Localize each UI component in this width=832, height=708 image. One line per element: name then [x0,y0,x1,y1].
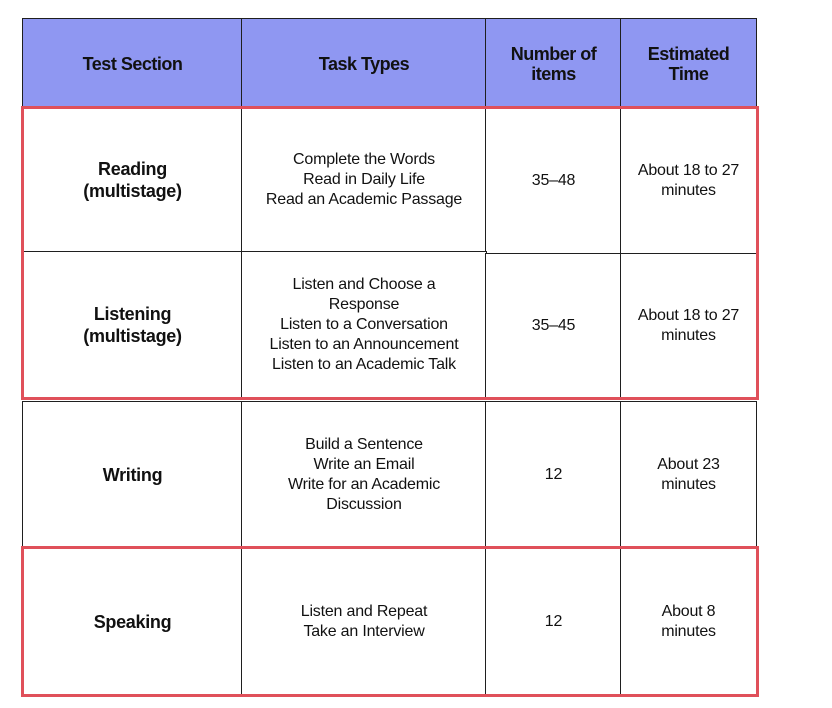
row-writing-tasks [241,401,487,548]
estimated-time-line: minutes [661,475,716,493]
item-count: 12 [544,465,563,483]
task-type: Listen to an Academic Talk [272,356,456,373]
item-count: 12 [544,612,563,630]
task-type: Listen and Repeat [300,602,428,620]
row-listening-section [22,251,243,399]
estimated-time-line: About 18 to 27 [637,162,740,179]
section-name-line: Listening [93,304,172,324]
header-items-line: Number of [510,43,597,64]
section-name-line: Speaking [93,611,172,632]
header-test-section-label: Test Section [82,53,183,74]
task-type: Read an Academic Passage [265,191,463,208]
estimated-time-line: About 23 [657,455,720,473]
task-type: Take an Interview [303,622,425,640]
section-name-line: Writing [102,464,163,485]
task-type: Listen to an Announcement [269,336,459,353]
task-type: Discussion [326,495,402,513]
estimated-time-line: minutes [661,182,716,199]
row-reading-items [485,107,622,255]
header-time-line: Time [668,63,709,84]
section-name-line: (multistage) [83,326,182,346]
estimated-time-line: About 18 to 27 [637,307,740,324]
row-speaking-items [485,548,622,695]
task-type: Listen and Choose a [292,276,436,293]
header-test-section [22,18,243,109]
task-type: Listen to a Conversation [280,316,448,333]
estimated-time-line: About 8 [661,602,716,620]
row-reading-tasks [241,107,487,253]
section-name-line: (multistage) [83,181,182,201]
header-items-line: items [531,63,576,84]
estimated-time-line: minutes [661,622,716,640]
task-type: Read in Daily Life [303,171,425,188]
row-listening-time [620,253,757,399]
header-task-types [241,18,487,109]
row-speaking-time [620,548,757,695]
row-writing-items [485,401,622,548]
task-type: Response [328,296,400,313]
header-estimated-time [620,18,757,109]
row-listening-tasks [241,251,487,399]
task-type: Write an Email [313,455,415,473]
row-speaking-tasks [241,548,487,695]
item-count: 35–48 [531,172,576,189]
test-sections-table [22,18,757,695]
row-reading-section [22,107,243,253]
header-time-line: Estimated [647,43,730,64]
row-listening-items [485,253,622,399]
section-name-line: Reading [98,159,167,179]
header-number-of-items [485,18,622,109]
task-type: Complete the Words [293,151,435,168]
row-writing-section [22,401,243,548]
row-reading-time [620,107,757,255]
item-count: 35–45 [531,317,576,334]
row-speaking-section [22,548,243,695]
estimated-time-line: minutes [661,327,716,344]
row-writing-time [620,401,757,548]
task-type: Build a Sentence [305,435,423,453]
task-type: Write for an Academic [287,475,440,493]
header-task-types-label: Task Types [318,53,410,74]
